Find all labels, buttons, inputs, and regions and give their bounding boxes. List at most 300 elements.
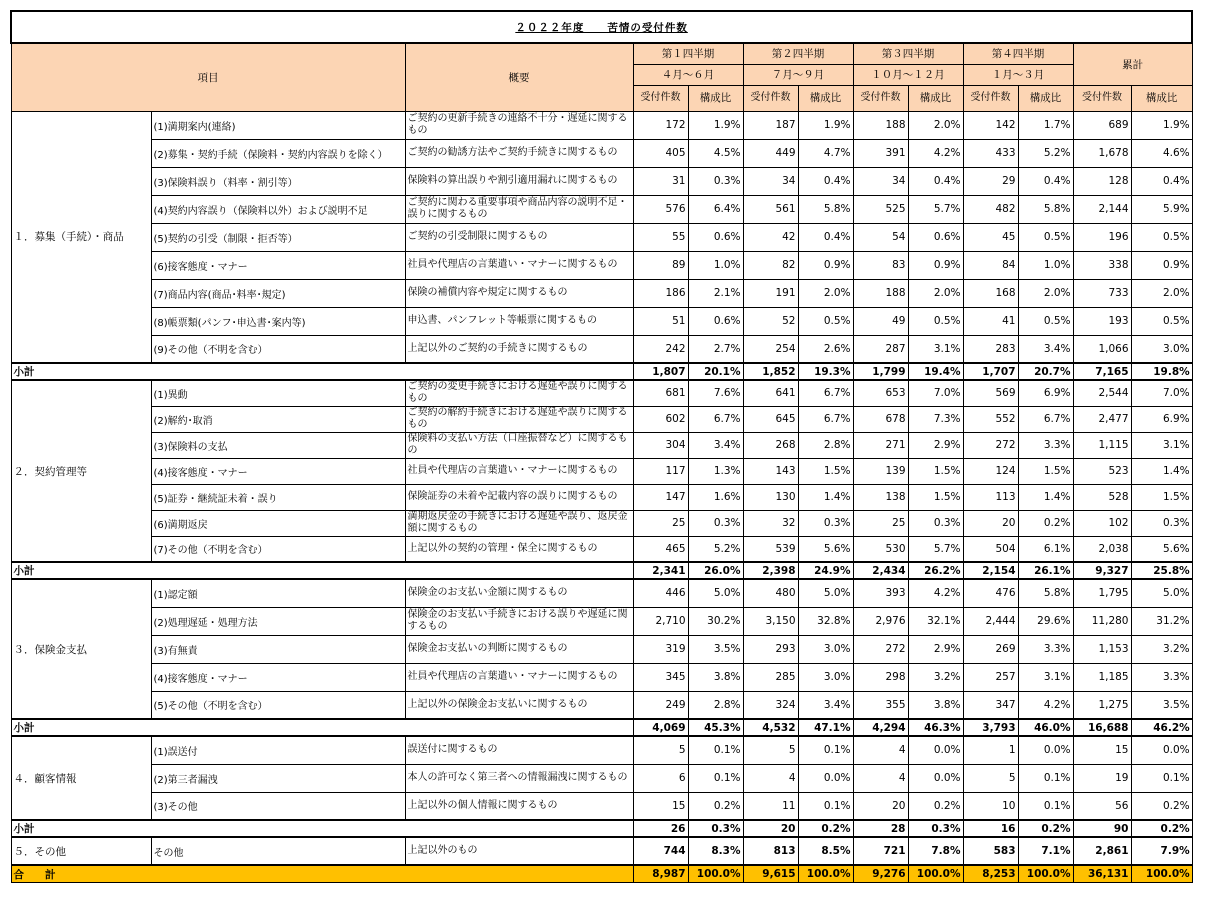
subtotal-row [11,562,1192,579]
count-cell: 272 [853,635,908,663]
table-row [11,139,1192,167]
count-cell: 10 [963,792,1018,820]
summary-text: 保険証券の未着や記載内容の誤りに関するもの [405,484,633,510]
ratio-cell: 0.0% [798,764,853,792]
total-count: 36,131 [1073,865,1131,883]
count-cell: 393 [853,579,908,607]
count-cell: 187 [743,111,798,139]
count-cell: 269 [963,635,1018,663]
ratio-cell: 2.0% [798,279,853,307]
subtotal-count: 9,327 [1073,562,1131,579]
ratio-cell: 3.5% [1131,691,1192,719]
ratio-cell: 3.1% [1131,432,1192,458]
count-cell: 6 [633,764,688,792]
ratio-cell: 3.8% [908,691,963,719]
summary-text: 上記以外の保険金お支払いに関するもの [405,691,633,719]
table-row [11,837,1192,865]
count-cell: 55 [633,223,688,251]
item-label: その他 [151,837,405,865]
count-cell: 1,185 [1073,663,1131,691]
count-cell: 19 [1073,764,1131,792]
count-cell: 42 [743,223,798,251]
ratio-cell: 3.0% [798,635,853,663]
ratio-cell: 5.2% [1018,139,1073,167]
ratio-cell: 1.6% [688,484,743,510]
ratio-cell: 2.0% [1018,279,1073,307]
subtotal-ratio: 19.4% [908,363,963,380]
count-cell: 653 [853,380,908,406]
ratio-cell: 0.5% [1131,307,1192,335]
ratio-cell: 1.7% [1018,111,1073,139]
ratio-cell: 6.4% [688,195,743,223]
count-cell: 324 [743,691,798,719]
count-cell: 678 [853,406,908,432]
count-cell: 20 [963,510,1018,536]
subtotal-ratio: 46.3% [908,719,963,736]
summary-text: 保険料の算出誤りや割引適用漏れに関するもの [405,167,633,195]
subtotal-count: 16 [963,820,1018,837]
count-cell: 31 [633,167,688,195]
ratio-cell: 1.9% [798,111,853,139]
count-cell: 15 [633,792,688,820]
summary-text: 保険金お支払いの判断に関するもの [405,635,633,663]
ratio-cell: 5.7% [908,536,963,562]
count-cell: 4 [853,764,908,792]
count-cell: 355 [853,691,908,719]
count-cell: 1,795 [1073,579,1131,607]
subtotal-label: 小計 [11,363,633,380]
summary-text: 保険金のお支払い金額に関するもの [405,579,633,607]
category-label: ５．その他 [11,837,151,865]
header-q1: 第１四半期 [633,43,743,64]
ratio-cell: 5.8% [1018,579,1073,607]
count-cell: 130 [743,484,798,510]
ratio-cell: 7.0% [908,380,963,406]
ratio-cell: 0.1% [688,736,743,764]
count-cell: 681 [633,380,688,406]
table-row [11,736,1192,764]
subtotal-count: 2,434 [853,562,908,579]
ratio-cell: 4.7% [798,139,853,167]
count-cell: 287 [853,335,908,363]
subtotal-ratio: 0.3% [688,820,743,837]
count-cell: 128 [1073,167,1131,195]
count-cell: 5 [743,736,798,764]
count-cell: 482 [963,195,1018,223]
subtotal-row [11,719,1192,736]
summary-text: ご契約の引受制限に関するもの [405,223,633,251]
count-cell: 25 [633,510,688,536]
count-cell: 405 [633,139,688,167]
item-label: (3)有無責 [151,635,405,663]
subtotal-count: 1,852 [743,363,798,380]
ratio-cell: 0.2% [1018,510,1073,536]
item-label: (1)異動 [151,380,405,406]
ratio-cell: 0.3% [1131,510,1192,536]
count-cell: 142 [963,111,1018,139]
count-cell: 34 [743,167,798,195]
table-row [11,691,1192,719]
ratio-cell: 2.6% [798,335,853,363]
item-label: (3)保険料誤り（料率・割引等） [151,167,405,195]
count-cell: 83 [853,251,908,279]
header-q4: 第４四半期 [963,43,1073,64]
ratio-cell: 0.5% [908,307,963,335]
count-cell: 528 [1073,484,1131,510]
count-cell: 2,444 [963,607,1018,635]
count-cell: 476 [963,579,1018,607]
count-cell: 272 [963,432,1018,458]
count-cell: 249 [633,691,688,719]
item-label: (6)満期返戻 [151,510,405,536]
summary-text: 保険金のお支払い手続きにおける誤りや遅延に関するもの [405,607,633,635]
count-cell: 744 [633,837,688,865]
ratio-cell: 3.2% [908,663,963,691]
header-ratio: 構成比 [1131,85,1192,111]
count-cell: 25 [853,510,908,536]
count-cell: 689 [1073,111,1131,139]
ratio-cell: 3.5% [688,635,743,663]
header-ratio: 構成比 [908,85,963,111]
ratio-cell: 4.5% [688,139,743,167]
count-cell: 3,150 [743,607,798,635]
header-count: 受付件数 [963,85,1018,111]
summary-text: 保険料の支払い方法（口座振替など）に関するもの [405,432,633,458]
subtotal-count: 2,398 [743,562,798,579]
count-cell: 56 [1073,792,1131,820]
ratio-cell: 0.0% [908,764,963,792]
count-cell: 45 [963,223,1018,251]
total-ratio: 100.0% [688,865,743,883]
item-label: (1)認定額 [151,579,405,607]
count-cell: 11,280 [1073,607,1131,635]
ratio-cell: 1.4% [1018,484,1073,510]
total-count: 9,276 [853,865,908,883]
ratio-cell: 3.0% [798,663,853,691]
ratio-cell: 1.3% [688,458,743,484]
count-cell: 254 [743,335,798,363]
ratio-cell: 1.5% [1131,484,1192,510]
count-cell: 446 [633,579,688,607]
ratio-cell: 1.5% [908,458,963,484]
summary-text: 満期返戻金の手続きにおける遅延や誤り、返戻金額に関するもの [405,510,633,536]
ratio-cell: 8.3% [688,837,743,865]
ratio-cell: 0.0% [908,736,963,764]
subtotal-ratio: 0.2% [1131,820,1192,837]
table-row [11,111,1192,139]
subtotal-count: 1,807 [633,363,688,380]
table-row [11,279,1192,307]
summary-text: ご契約の解約手続きにおける遅延や誤りに関するもの [405,406,633,432]
ratio-cell: 0.1% [1018,792,1073,820]
table-row [11,764,1192,792]
complaints-table [10,10,1193,883]
item-label: (2)処理遅延・処理方法 [151,607,405,635]
header-q4-range: １月～３月 [963,64,1073,85]
subtotal-count: 7,165 [1073,363,1131,380]
ratio-cell: 5.6% [798,536,853,562]
count-cell: 433 [963,139,1018,167]
header-count: 受付件数 [1073,85,1131,111]
count-cell: 2,710 [633,607,688,635]
ratio-cell: 0.9% [1131,251,1192,279]
ratio-cell: 0.2% [908,792,963,820]
ratio-cell: 2.8% [798,432,853,458]
summary-text: ご契約に関わる重要事項や商品内容の説明不足・誤りに関するもの [405,195,633,223]
item-label: (6)接客態度・マナー [151,251,405,279]
table-row [11,432,1192,458]
ratio-cell: 5.0% [798,579,853,607]
subtotal-count: 28 [853,820,908,837]
ratio-cell: 0.5% [1018,307,1073,335]
subtotal-count: 3,793 [963,719,1018,736]
ratio-cell: 0.9% [798,251,853,279]
count-cell: 1,115 [1073,432,1131,458]
item-label: (4)接客態度・マナー [151,458,405,484]
subtotal-count: 4,069 [633,719,688,736]
ratio-cell: 0.3% [798,510,853,536]
subtotal-ratio: 25.8% [1131,562,1192,579]
summary-text: 上記以外の契約の管理・保全に関するもの [405,536,633,562]
count-cell: 319 [633,635,688,663]
item-label: (8)帳票類(パンフ･申込書･案内等) [151,307,405,335]
table-row [11,510,1192,536]
header-q3: 第３四半期 [853,43,963,64]
ratio-cell: 0.2% [688,792,743,820]
count-cell: 82 [743,251,798,279]
ratio-cell: 3.4% [1018,335,1073,363]
count-cell: 41 [963,307,1018,335]
count-cell: 721 [853,837,908,865]
ratio-cell: 3.2% [1131,635,1192,663]
count-cell: 2,976 [853,607,908,635]
count-cell: 271 [853,432,908,458]
category-label: ２．契約管理等 [11,380,151,562]
total-label: 合 計 [11,865,633,883]
ratio-cell: 1.9% [688,111,743,139]
total-ratio: 100.0% [798,865,853,883]
table-row [11,380,1192,406]
count-cell: 84 [963,251,1018,279]
total-ratio: 100.0% [1018,865,1073,883]
category-label: ３．保険金支払 [11,579,151,719]
count-cell: 569 [963,380,1018,406]
item-label: (9)その他（不明を含む） [151,335,405,363]
ratio-cell: 3.4% [688,432,743,458]
count-cell: 345 [633,663,688,691]
count-cell: 49 [853,307,908,335]
ratio-cell: 7.9% [1131,837,1192,865]
count-cell: 257 [963,663,1018,691]
count-cell: 2,477 [1073,406,1131,432]
count-cell: 530 [853,536,908,562]
subtotal-ratio: 20.1% [688,363,743,380]
count-cell: 552 [963,406,1018,432]
subtotal-ratio: 19.8% [1131,363,1192,380]
count-cell: 583 [963,837,1018,865]
subtotal-count: 2,341 [633,562,688,579]
header-q2-range: ７月～９月 [743,64,853,85]
summary-text: 保険の補償内容や規定に関するもの [405,279,633,307]
count-cell: 298 [853,663,908,691]
count-cell: 5 [963,764,1018,792]
table-row [11,607,1192,635]
item-label: (7)その他（不明を含む） [151,536,405,562]
ratio-cell: 2.0% [908,279,963,307]
item-label: (4)契約内容誤り（保険料以外）および説明不足 [151,195,405,223]
subtotal-ratio: 0.2% [1018,820,1073,837]
category-label: ４．顧客情報 [11,736,151,820]
ratio-cell: 0.3% [908,510,963,536]
ratio-cell: 0.5% [1018,223,1073,251]
ratio-cell: 32.8% [798,607,853,635]
ratio-cell: 3.0% [1131,335,1192,363]
subtotal-ratio: 26.2% [908,562,963,579]
ratio-cell: 5.9% [1131,195,1192,223]
ratio-cell: 0.5% [1131,223,1192,251]
count-cell: 15 [1073,736,1131,764]
count-cell: 20 [853,792,908,820]
ratio-cell: 4.6% [1131,139,1192,167]
subtotal-label: 小計 [11,820,633,837]
count-cell: 576 [633,195,688,223]
ratio-cell: 0.9% [908,251,963,279]
ratio-cell: 2.7% [688,335,743,363]
subtotal-ratio: 0.2% [798,820,853,837]
count-cell: 338 [1073,251,1131,279]
ratio-cell: 0.1% [1018,764,1073,792]
count-cell: 52 [743,307,798,335]
table-title: ２０２２年度 苦情の受付件数 [11,11,1192,43]
count-cell: 304 [633,432,688,458]
subtotal-count: 26 [633,820,688,837]
ratio-cell: 0.6% [688,307,743,335]
summary-text: 申込書、パンフレット等帳票に関するもの [405,307,633,335]
ratio-cell: 7.8% [908,837,963,865]
count-cell: 29 [963,167,1018,195]
table-row [11,195,1192,223]
count-cell: 188 [853,279,908,307]
ratio-cell: 0.0% [1018,736,1073,764]
count-cell: 645 [743,406,798,432]
subtotal-row [11,363,1192,380]
header-q3-range: １０月～１２月 [853,64,963,85]
header-ratio: 構成比 [798,85,853,111]
count-cell: 54 [853,223,908,251]
ratio-cell: 5.8% [798,195,853,223]
count-cell: 539 [743,536,798,562]
item-label: (5)その他（不明を含む） [151,691,405,719]
subtotal-ratio: 46.0% [1018,719,1073,736]
table-row [11,458,1192,484]
count-cell: 1,275 [1073,691,1131,719]
item-label: (2)募集・契約手続（保険料・契約内容誤りを除く） [151,139,405,167]
item-label: (5)証券・継続証未着・誤り [151,484,405,510]
ratio-cell: 5.0% [1131,579,1192,607]
count-cell: 525 [853,195,908,223]
table-row [11,484,1192,510]
ratio-cell: 3.3% [1131,663,1192,691]
subtotal-ratio: 0.3% [908,820,963,837]
ratio-cell: 7.1% [1018,837,1073,865]
item-label: (5)契約の引受（制限・拒否等） [151,223,405,251]
ratio-cell: 3.3% [1018,635,1073,663]
ratio-cell: 1.5% [798,458,853,484]
count-cell: 1 [963,736,1018,764]
ratio-cell: 1.0% [688,251,743,279]
ratio-cell: 0.1% [688,764,743,792]
table-row [11,663,1192,691]
ratio-cell: 6.9% [1018,380,1073,406]
ratio-cell: 5.7% [908,195,963,223]
subtotal-ratio: 20.7% [1018,363,1073,380]
table-row [11,223,1192,251]
count-cell: 242 [633,335,688,363]
ratio-cell: 0.1% [798,792,853,820]
table-row [11,792,1192,820]
ratio-cell: 7.6% [688,380,743,406]
table-row [11,167,1192,195]
subtotal-count: 1,707 [963,363,1018,380]
table-row [11,536,1192,562]
count-cell: 11 [743,792,798,820]
ratio-cell: 3.1% [1018,663,1073,691]
ratio-cell: 5.2% [688,536,743,562]
count-cell: 268 [743,432,798,458]
subtotal-count: 4,294 [853,719,908,736]
subtotal-ratio: 24.9% [798,562,853,579]
count-cell: 602 [633,406,688,432]
ratio-cell: 5.8% [1018,195,1073,223]
ratio-cell: 6.1% [1018,536,1073,562]
header-ratio: 構成比 [1018,85,1073,111]
ratio-cell: 0.1% [798,736,853,764]
count-cell: 285 [743,663,798,691]
item-label: (2)第三者漏洩 [151,764,405,792]
count-cell: 191 [743,279,798,307]
ratio-cell: 1.5% [1018,458,1073,484]
total-ratio: 100.0% [908,865,963,883]
summary-text: 本人の許可なく第三者への情報漏洩に関するもの [405,764,633,792]
ratio-cell: 0.6% [908,223,963,251]
summary-text: 上記以外の個人情報に関するもの [405,792,633,820]
ratio-cell: 2.9% [908,432,963,458]
count-cell: 347 [963,691,1018,719]
subtotal-ratio: 19.3% [798,363,853,380]
summary-text: 社員や代理店の言葉遣い・マナーに関するもの [405,663,633,691]
count-cell: 4 [853,736,908,764]
ratio-cell: 3.8% [688,663,743,691]
ratio-cell: 0.4% [798,167,853,195]
ratio-cell: 1.4% [1131,458,1192,484]
count-cell: 1,066 [1073,335,1131,363]
ratio-cell: 5.6% [1131,536,1192,562]
count-cell: 51 [633,307,688,335]
count-cell: 641 [743,380,798,406]
header-count: 受付件数 [853,85,908,111]
count-cell: 2,144 [1073,195,1131,223]
summary-text: ご契約の変更手続きにおける遅延や誤りに関するもの [405,380,633,406]
count-cell: 168 [963,279,1018,307]
count-cell: 89 [633,251,688,279]
count-cell: 102 [1073,510,1131,536]
count-cell: 172 [633,111,688,139]
count-cell: 138 [853,484,908,510]
ratio-cell: 4.2% [908,579,963,607]
count-cell: 523 [1073,458,1131,484]
total-ratio: 100.0% [1131,865,1192,883]
summary-text: 上記以外のご契約の手続きに関するもの [405,335,633,363]
